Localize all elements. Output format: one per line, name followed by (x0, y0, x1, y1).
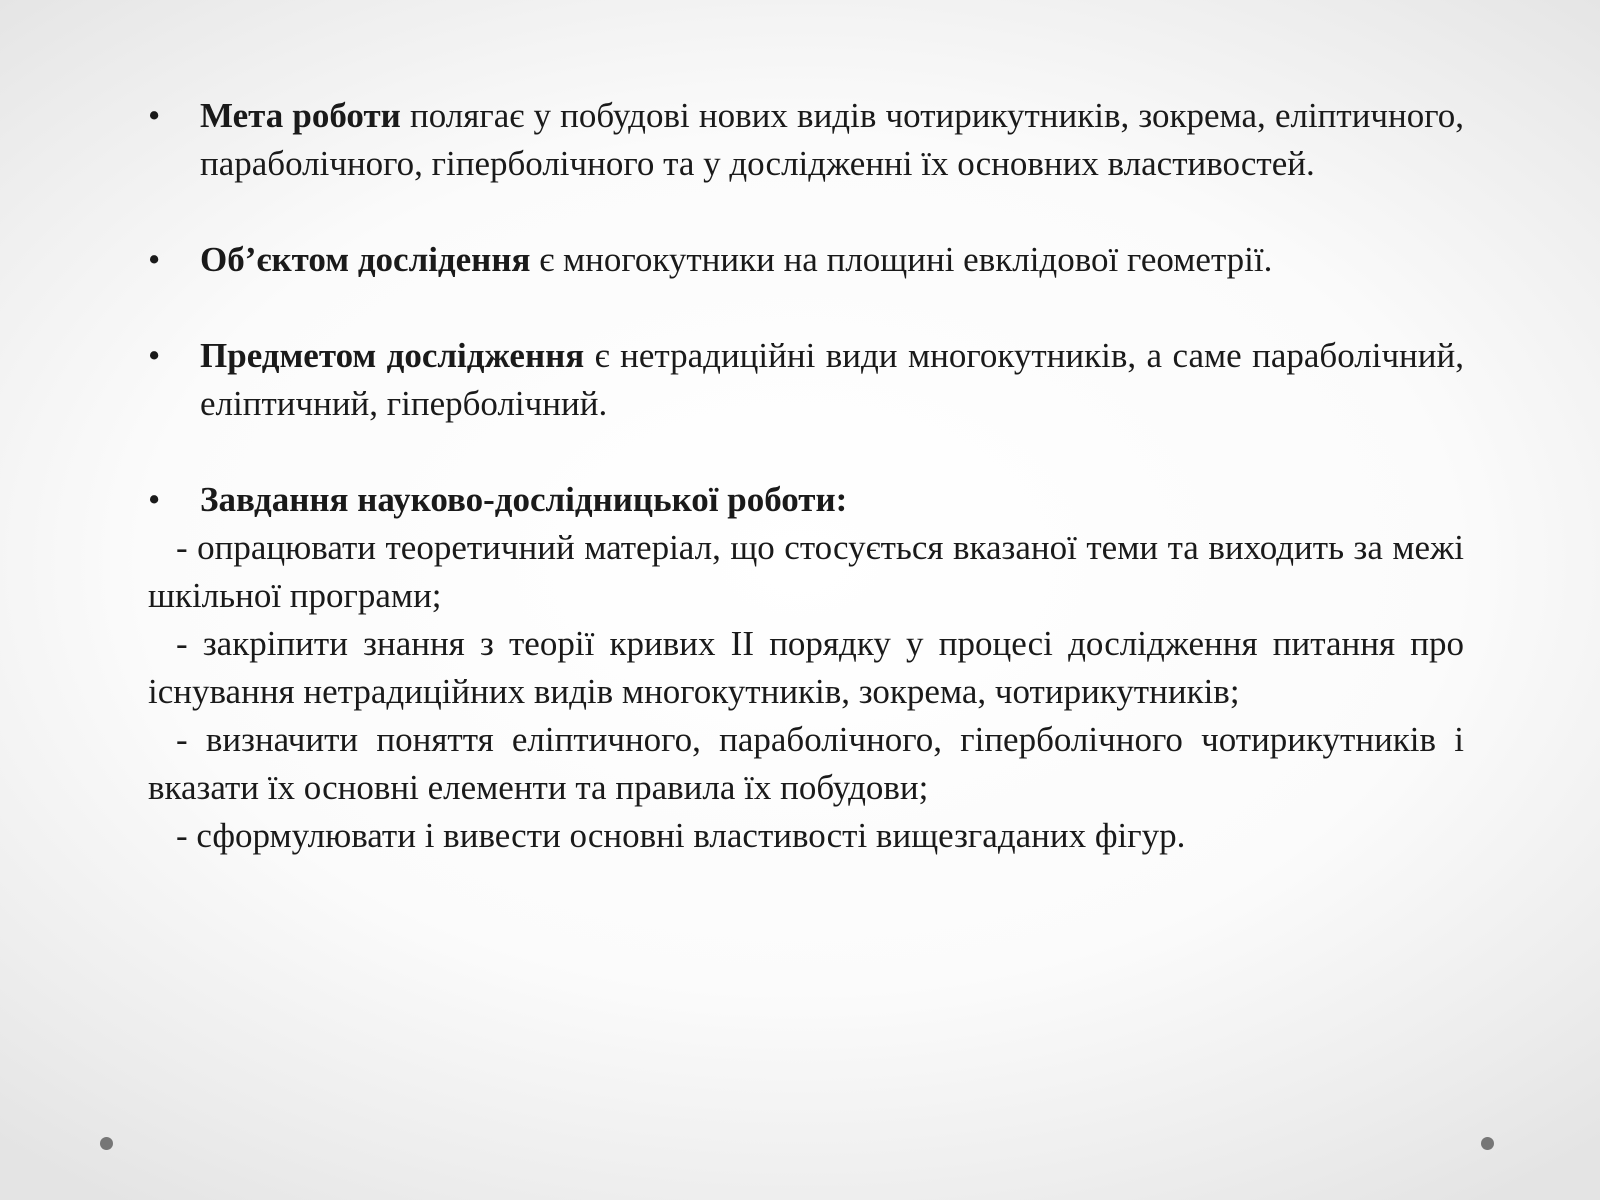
bullet-goal-text: полягає у побудові нових видів чотирикутників, зокрема, еліптичного, параболічного, гіперболічного та у дослідженні їх основних властивостей. (200, 96, 1464, 183)
task-item-2: - закріпити знання з теорії кривих ІІ порядку у процесі дослідження питання про існування нетрадиційних видів многокутників, зокрема, чотирикутників; (148, 624, 1464, 711)
bullet-marker: • (148, 480, 161, 519)
bullet-marker: • (148, 96, 161, 135)
slide-content (148, 92, 1464, 860)
decorative-dot-right (1481, 1137, 1494, 1150)
bullet-subject-heading: Предметом дослідження (200, 336, 585, 375)
bullet-object (148, 236, 1464, 284)
task-item-1: - опрацювати теоретичний матеріал, що стосується вказаної теми та виходить за межі шкільної програми; (148, 528, 1464, 615)
bullet-object-heading: Об’єктом дослідення (200, 240, 531, 279)
task-item-3: - визначити поняття еліптичного, параболічного, гіперболічного чотирикутників і вказати їх основні елементи та правила їх побудови; (148, 720, 1464, 807)
bullet-object-text: є многокутники на площині евклідової геометрії. (530, 240, 1273, 279)
bullet-marker: • (148, 336, 161, 375)
bullet-subject-text: є нетрадиційні види многокутників, а саме параболічний, еліптичний, гіперболічний. (200, 336, 1464, 423)
task-item-4: - сформулювати і вивести основні властивості вищезгаданих фігур. (176, 816, 1186, 855)
bullet-tasks (148, 476, 1464, 524)
decorative-dot-left (100, 1137, 113, 1150)
bullet-tasks-heading: Завдання науково-дослідницької роботи: (200, 480, 848, 519)
bullet-goal (148, 92, 1464, 188)
bullet-subject (148, 332, 1464, 428)
bullet-goal-heading: Мета роботи (200, 96, 401, 135)
bullet-marker: • (148, 240, 161, 279)
